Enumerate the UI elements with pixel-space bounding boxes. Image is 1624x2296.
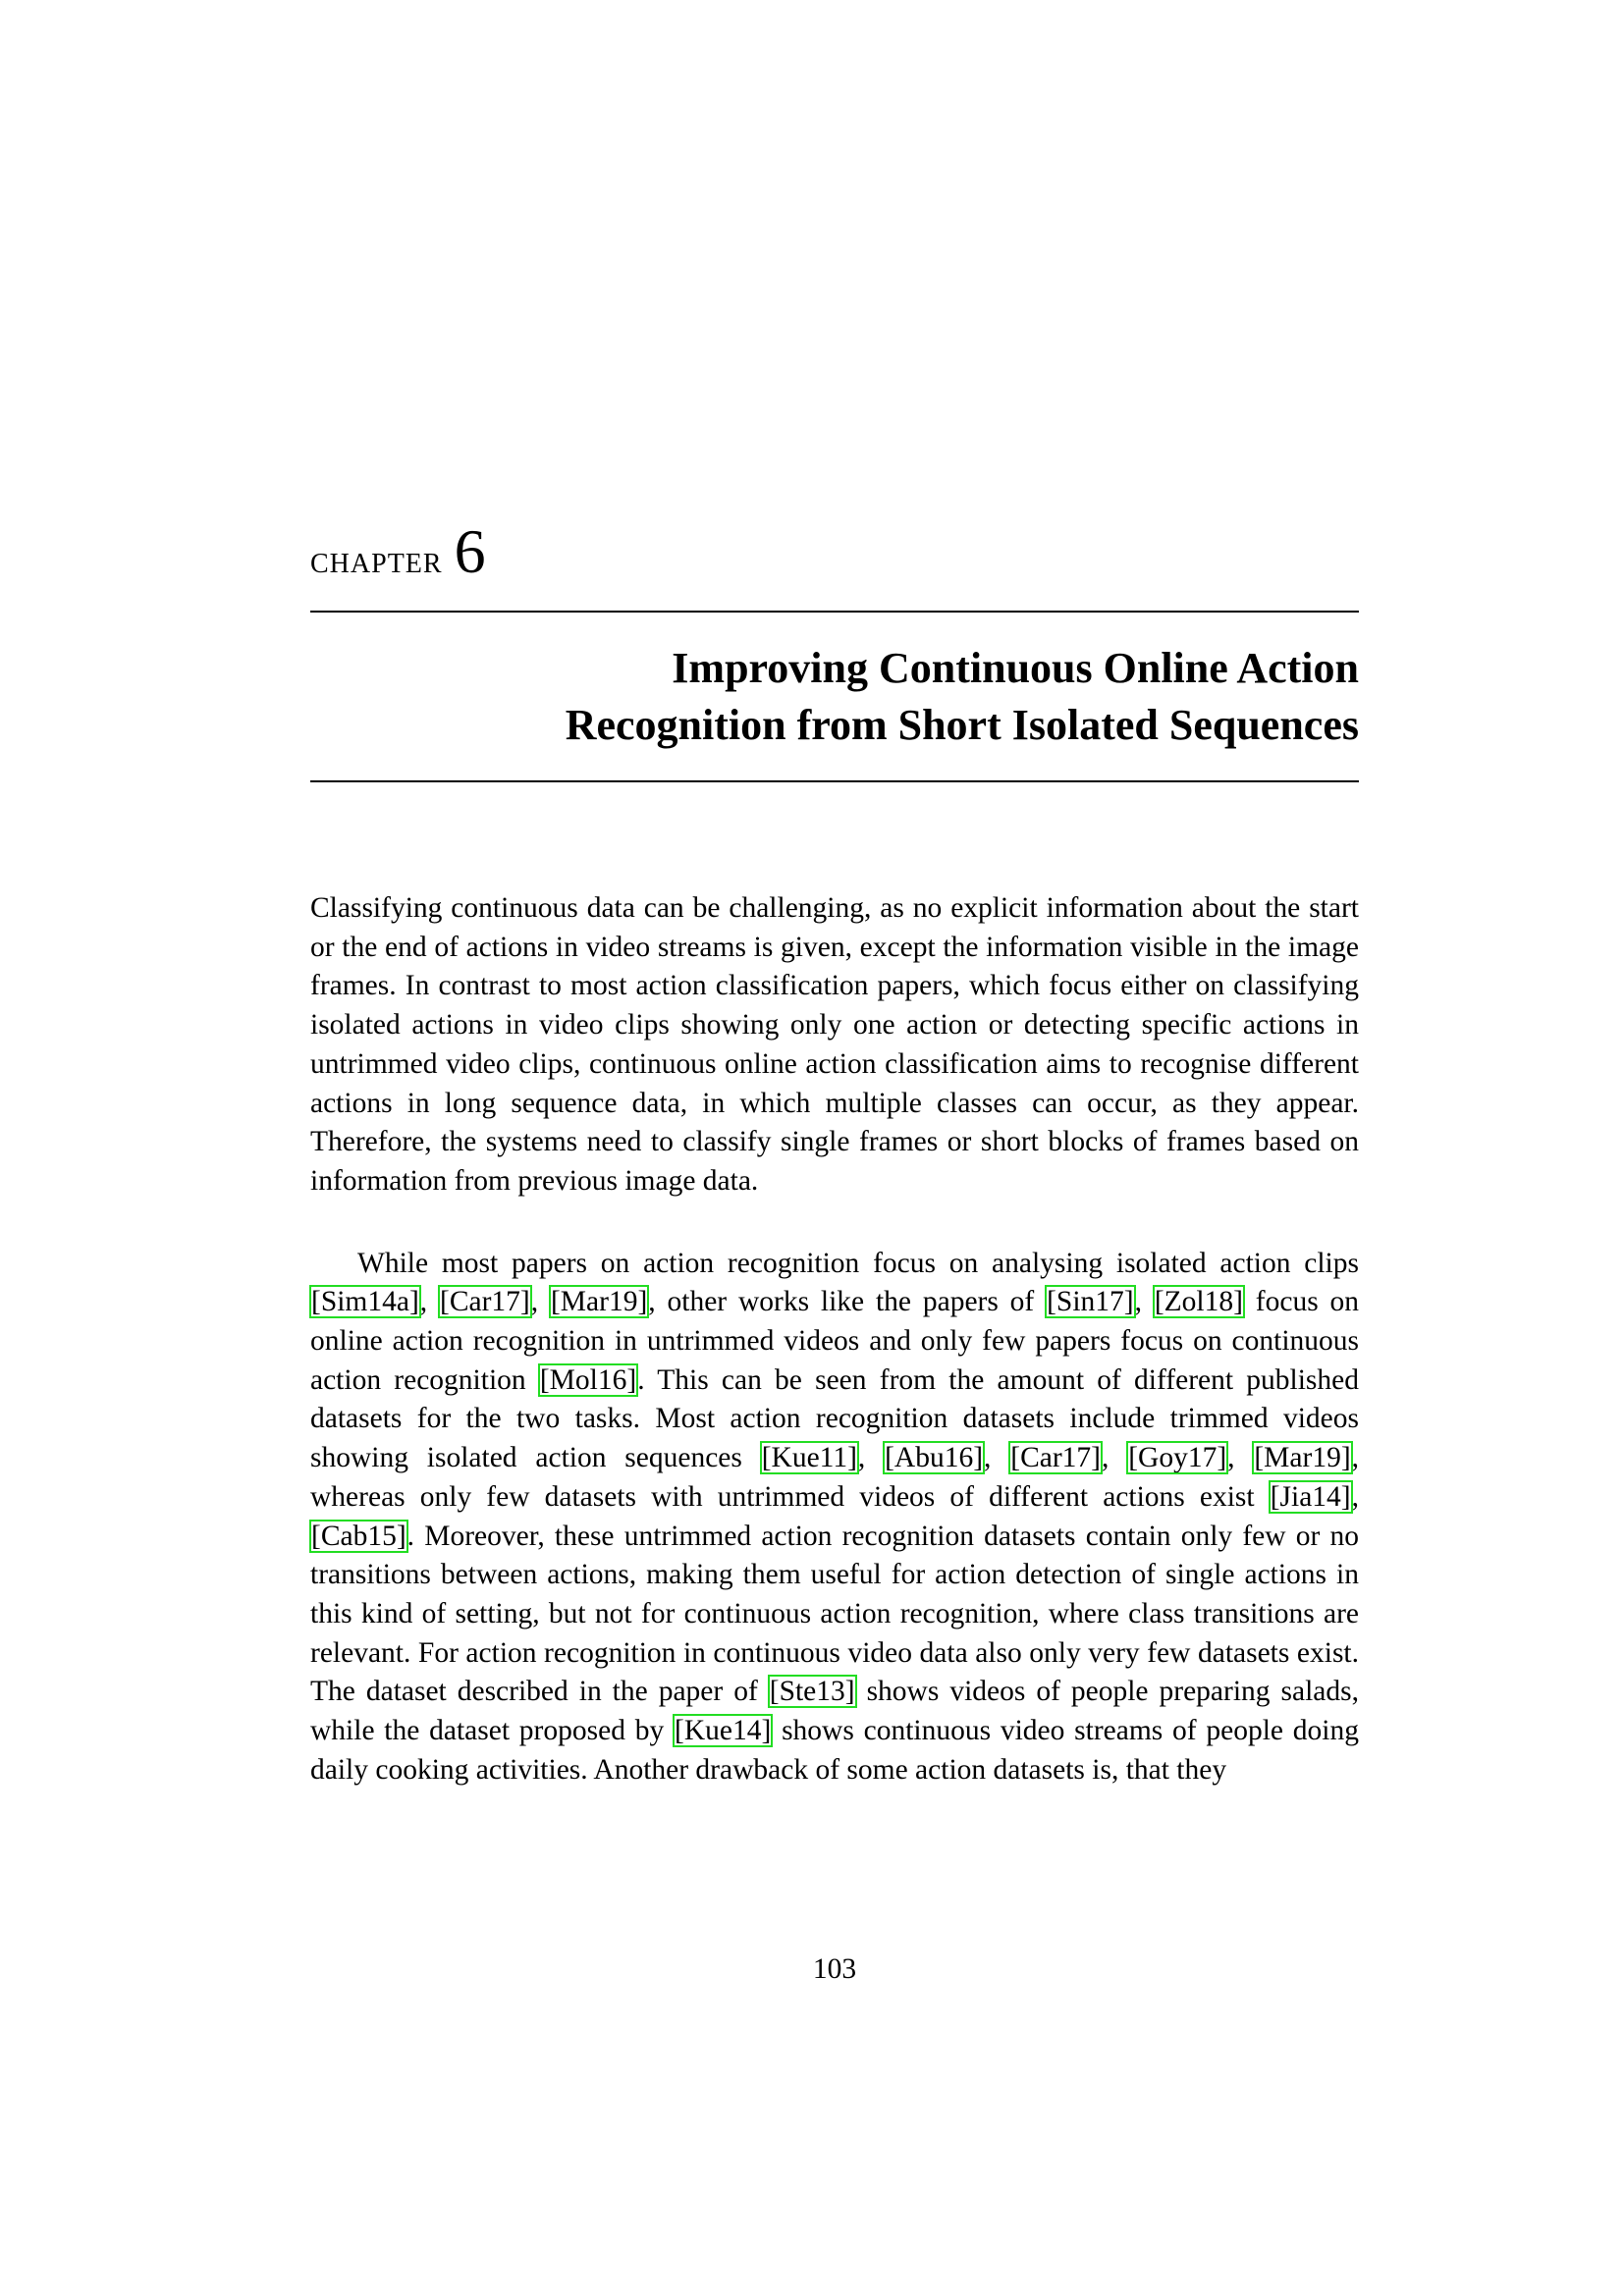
text-segment: , other works like the papers of xyxy=(648,1286,1047,1318)
text-segment: focus on online action recognition in untrimmed videos and only few papers focus on continuous action recognition xyxy=(310,1286,1360,1396)
paragraph-1: Classifying continuous data can be challenging, as no explicit information about the start or the end of actions in video streams is given, except the information visible in the image frames. In contrast to most action classification papers, which focus either on classifying isolated actions in video clips showing only one action or detecting specific actions in untrimmed video clips, continuous online action classification aims to recognise different actions in long sequence data, in which multiple classes can occur, as they appear. Therefore, the systems need to classify single frames or short blocks of frames based on information from previous image data. xyxy=(310,892,1359,1197)
citation-link-car17-2[interactable]: [Car17] xyxy=(1010,1442,1101,1474)
text-segment: , xyxy=(857,1442,885,1474)
text-segment: shows continuous video streams of people doing daily cooking activities. Another drawback of some action datasets is, that they xyxy=(310,1715,1359,1786)
citation-link-jia14[interactable]: [Jia14] xyxy=(1270,1480,1351,1513)
citation-link-mar19-2[interactable]: [Mar19] xyxy=(1254,1442,1351,1474)
text-segment: While most papers on action recognition focus on analysing isolated action clips xyxy=(357,1247,1359,1279)
citation-link-abu16[interactable]: [Abu16] xyxy=(885,1442,984,1474)
chapter-number: 6 xyxy=(454,516,487,586)
chapter-title-line-1: Improving Continuous Online Action xyxy=(672,644,1359,692)
bottom-rule xyxy=(310,780,1359,782)
text-segment: , xyxy=(1351,1480,1359,1513)
top-rule xyxy=(310,611,1359,613)
text-segment: , xyxy=(1227,1442,1254,1474)
chapter-heading xyxy=(310,516,487,586)
citation-link-car17[interactable]: [Car17] xyxy=(440,1286,530,1318)
citation-link-mol16[interactable]: [Mol16] xyxy=(539,1363,637,1396)
chapter-label: chapter xyxy=(310,537,443,581)
citation-link-cab15[interactable]: [Cab15] xyxy=(311,1520,406,1552)
paragraph-2 xyxy=(310,1245,1359,1790)
body-text xyxy=(310,889,1359,1789)
text-segment: , xyxy=(419,1286,440,1318)
text-segment: , xyxy=(1134,1286,1154,1318)
text-segment: . Moreover, these untrimmed action recognition datasets contain only few or no transitions between actions, making them useful for action detection of single actions in this kind of setting, but not for continuous action recognition, where class transitions are relevant. For action recognition in continuous video data also only very few datasets exist. The dataset described in the paper of xyxy=(310,1520,1359,1708)
chapter-title xyxy=(310,640,1359,754)
chapter-title-line-2: Recognition from Short Isolated Sequences xyxy=(565,701,1359,749)
text-segment: . This can be seen from the amount of different published datasets for the two tasks. Most action recognition datasets include trimmed videos showing isolated action sequences xyxy=(310,1363,1359,1474)
citation-link-mar19[interactable]: [Mar19] xyxy=(550,1286,648,1318)
text-segment: , xyxy=(530,1286,550,1318)
citation-link-kue14[interactable]: [Kue14] xyxy=(675,1715,772,1747)
citation-link-sim14a[interactable]: [Sim14a] xyxy=(311,1286,419,1318)
text-segment: , xyxy=(1102,1442,1128,1474)
citation-link-kue11[interactable]: [Kue11] xyxy=(761,1442,857,1474)
text-segment: shows videos of people preparing salads, while the dataset proposed by xyxy=(310,1676,1359,1747)
citation-link-sin17[interactable]: [Sin17] xyxy=(1047,1286,1134,1318)
citation-link-zol18[interactable]: [Zol18] xyxy=(1154,1286,1243,1318)
citation-link-goy17[interactable]: [Goy17] xyxy=(1128,1442,1227,1474)
text-segment: , whereas only few datasets with untrimmed videos of different actions exist xyxy=(310,1442,1360,1513)
citation-link-ste13[interactable]: [Ste13] xyxy=(769,1676,855,1708)
text-segment: , xyxy=(984,1442,1010,1474)
page-number: 103 xyxy=(812,1953,857,1985)
